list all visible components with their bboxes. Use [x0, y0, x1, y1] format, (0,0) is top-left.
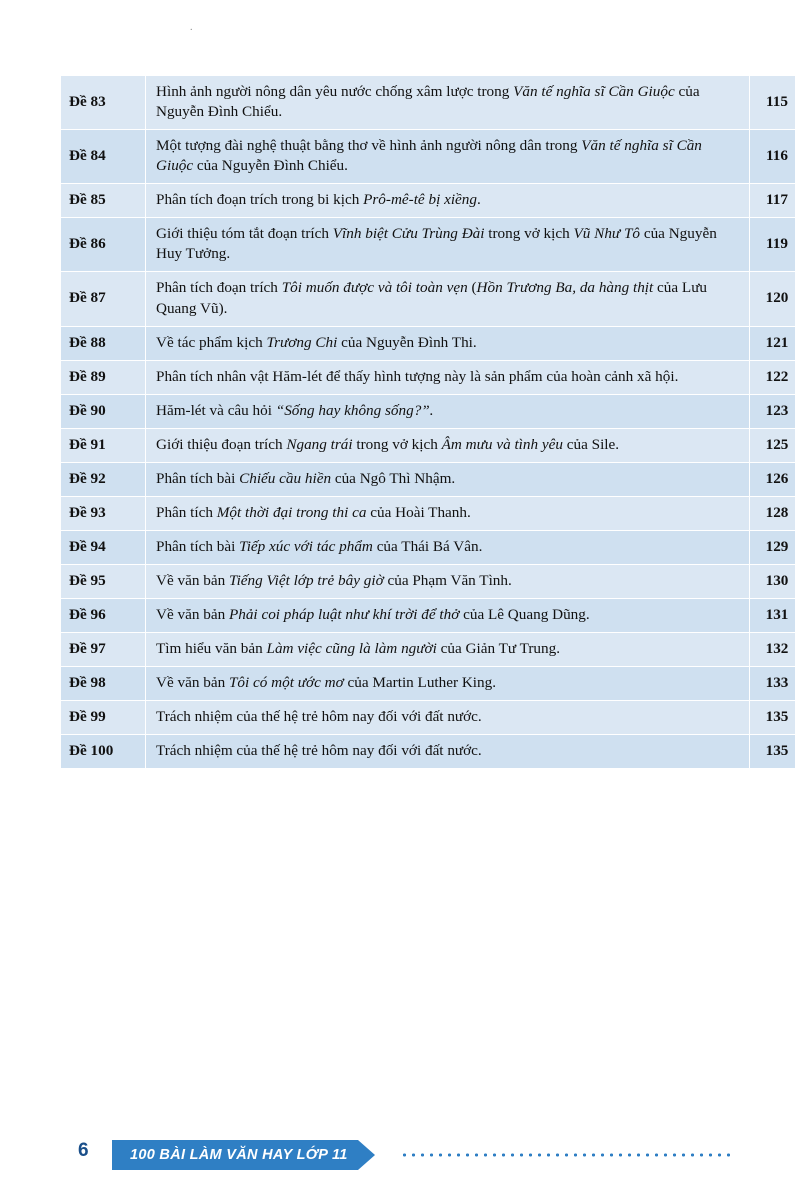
footer-banner: [112, 1140, 375, 1170]
toc-entry-page: 117: [750, 184, 795, 218]
table-row: [61, 130, 795, 184]
toc-entry-page: 135: [750, 735, 795, 769]
toc-entry-number: Đề 90: [61, 394, 146, 428]
toc-entry-page: 130: [750, 565, 795, 599]
toc-entry-number: Đề 94: [61, 530, 146, 564]
table-row: [61, 496, 795, 530]
page-footer: [0, 1114, 795, 1200]
toc-entry-number: Đề 95: [61, 565, 146, 599]
toc-entry-page: 119: [750, 218, 795, 272]
table-row: [61, 633, 795, 667]
table-row: [61, 184, 795, 218]
toc-entry-number: Đề 99: [61, 701, 146, 735]
toc-entry-title: Trách nhiệm của thế hệ trẻ hôm nay đối với đất nước.: [146, 701, 750, 735]
toc-entry-title: Về tác phẩm kịch Trương Chi của Nguyễn Đình Thi.: [146, 326, 750, 360]
toc-entry-page: 115: [750, 76, 795, 130]
table-row: [61, 530, 795, 564]
toc-entry-title: Giới thiệu tóm tắt đoạn trích Vĩnh biệt Cửu Trùng Đài trong vở kịch Vũ Như Tô của Nguyễn Huy Tưởng.: [146, 218, 750, 272]
toc-entry-title: Phân tích Một thời đại trong thi ca của Hoài Thanh.: [146, 496, 750, 530]
toc-entry-title: Trách nhiệm của thế hệ trẻ hôm nay đối với đất nước.: [146, 735, 750, 769]
toc-entry-number: Đề 86: [61, 218, 146, 272]
toc-entry-page: 135: [750, 701, 795, 735]
toc-entry-page: 121: [750, 326, 795, 360]
table-row: [61, 272, 795, 326]
table-row: [61, 76, 795, 130]
toc-entry-title: Về văn bản Phải coi pháp luật như khí trời để thở của Lê Quang Dũng.: [146, 599, 750, 633]
toc-entry-page: 126: [750, 462, 795, 496]
toc-body: [61, 76, 795, 769]
table-row: [61, 394, 795, 428]
page-number: 6: [78, 1140, 89, 1161]
toc-entry-number: Đề 85: [61, 184, 146, 218]
toc-entry-page: 131: [750, 599, 795, 633]
table-row: [61, 360, 795, 394]
toc-entry-title: Phân tích bài Tiếp xúc với tác phẩm của Thái Bá Vân.: [146, 530, 750, 564]
toc-entry-number: Đề 87: [61, 272, 146, 326]
toc-entry-title: Hình ảnh người nông dân yêu nước chống xâm lược trong Văn tế nghĩa sĩ Cần Giuộc của Nguyễn Đình Chiểu.: [146, 76, 750, 130]
footer-banner-label: 100 BÀI LÀM VĂN HAY LỚP 11: [112, 1140, 358, 1170]
toc-entry-number: Đề 92: [61, 462, 146, 496]
table-row: [61, 565, 795, 599]
toc-entry-number: Đề 97: [61, 633, 146, 667]
table-row: [61, 428, 795, 462]
toc-entry-title: Giới thiệu đoạn trích Ngang trái trong vở kịch Âm mưu và tình yêu của Sile.: [146, 428, 750, 462]
table-row: [61, 701, 795, 735]
toc-entry-page: 116: [750, 130, 795, 184]
toc-entry-title: Về văn bản Tiếng Việt lớp trẻ bây giờ của Phạm Văn Tình.: [146, 565, 750, 599]
toc-entry-title: Hăm-lét và câu hỏi “Sống hay không sống?”.: [146, 394, 750, 428]
toc-entry-title: Một tượng đài nghệ thuật bằng thơ về hình ảnh người nông dân trong Văn tế nghĩa sĩ Cần Giuộc của Nguyễn Đình Chiểu.: [146, 130, 750, 184]
toc-entry-number: Đề 83: [61, 76, 146, 130]
toc-entry-title: Phân tích đoạn trích trong bi kịch Prô-mê-tê bị xiềng.: [146, 184, 750, 218]
toc-entry-title: Phân tích bài Chiếu cầu hiền của Ngô Thì Nhậm.: [146, 462, 750, 496]
table-row: [61, 667, 795, 701]
toc-entry-page: 125: [750, 428, 795, 462]
banner-arrow-shape: [358, 1140, 375, 1170]
toc-entry-title: Phân tích nhân vật Hăm-lét để thấy hình tượng này là sản phẩm của hoàn cảnh xã hội.: [146, 360, 750, 394]
toc-entry-page: 122: [750, 360, 795, 394]
toc-entry-number: Đề 96: [61, 599, 146, 633]
toc-entry-page: 128: [750, 496, 795, 530]
toc-entry-number: Đề 93: [61, 496, 146, 530]
table-row: [61, 599, 795, 633]
table-row: [61, 218, 795, 272]
toc-entry-title: Phân tích đoạn trích Tôi muốn được và tôi toàn vẹn (Hồn Trương Ba, da hàng thịt của Lưu Quang Vũ).: [146, 272, 750, 326]
toc-entry-title: Tìm hiểu văn bản Làm việc cũng là làm người của Giản Tư Trung.: [146, 633, 750, 667]
toc-entry-number: Đề 84: [61, 130, 146, 184]
toc-entry-page: 132: [750, 633, 795, 667]
toc-entry-page: 133: [750, 667, 795, 701]
footer-dotted-rule: [400, 1153, 730, 1157]
toc-entry-number: Đề 98: [61, 667, 146, 701]
table-row: [61, 735, 795, 769]
toc-entry-page: 123: [750, 394, 795, 428]
toc-entry-page: 120: [750, 272, 795, 326]
toc-entry-page: 129: [750, 530, 795, 564]
toc-entry-title: Về văn bản Tôi có một ước mơ của Martin Luther King.: [146, 667, 750, 701]
table-of-contents: [60, 75, 795, 769]
toc-entry-number: Đề 91: [61, 428, 146, 462]
table-row: [61, 462, 795, 496]
table-row: [61, 326, 795, 360]
toc-entry-number: Đề 88: [61, 326, 146, 360]
toc-entry-number: Đề 89: [61, 360, 146, 394]
corner-mark: .: [190, 22, 193, 33]
toc-entry-number: Đề 100: [61, 735, 146, 769]
